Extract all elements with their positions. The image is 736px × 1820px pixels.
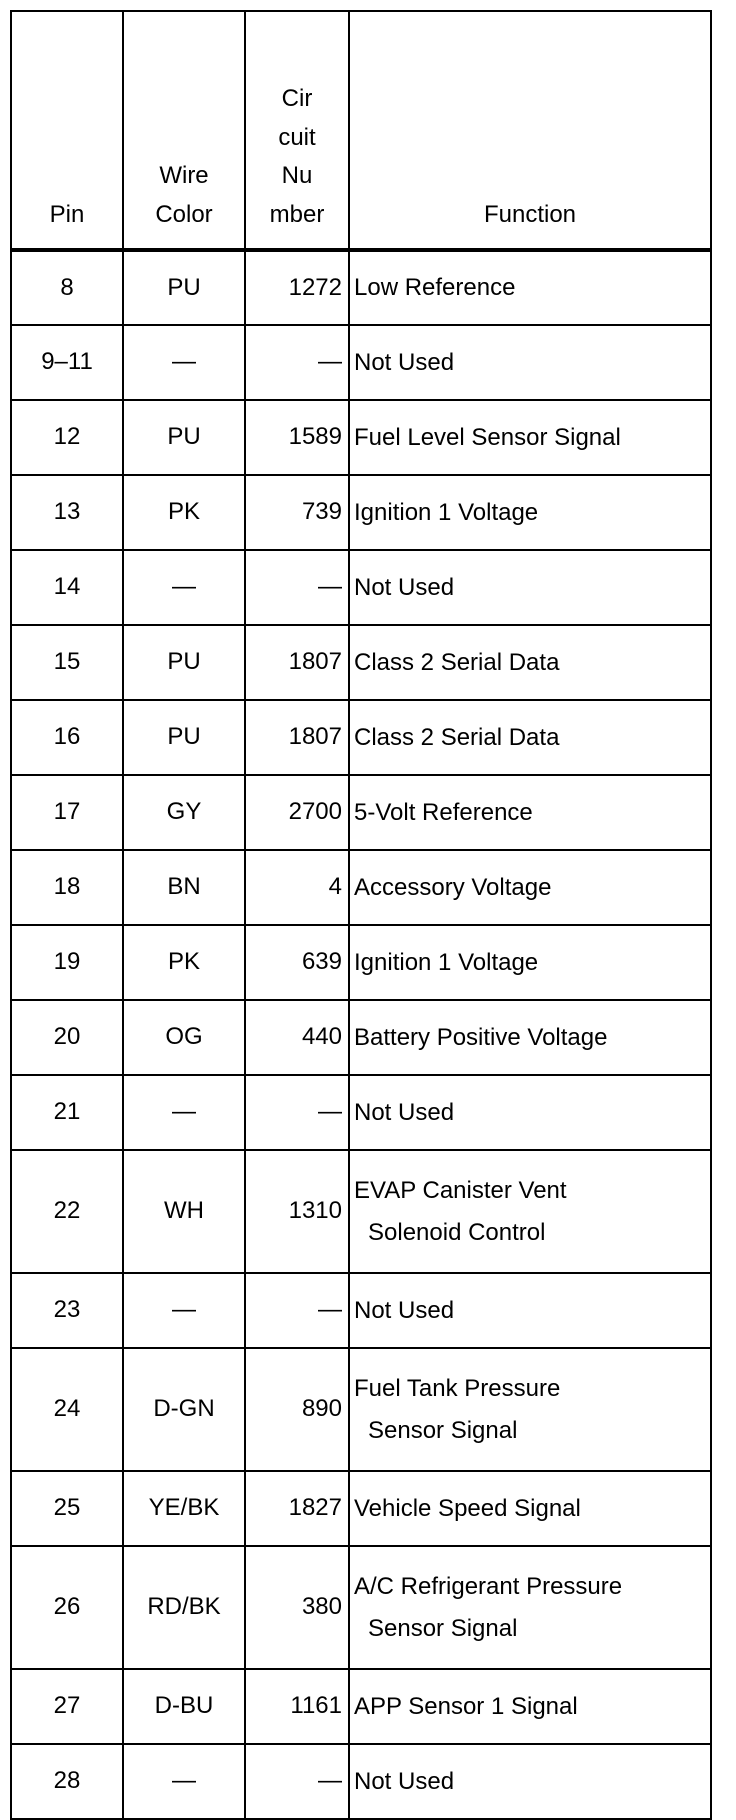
pin-cell: 24 <box>11 1348 123 1471</box>
table-row <box>11 1075 711 1150</box>
circuit-number-cell: — <box>245 325 349 400</box>
function-line: EVAP Canister Vent <box>354 1176 567 1204</box>
function-line: Fuel Tank Pressure <box>354 1374 561 1402</box>
function-cell <box>349 325 711 400</box>
circuit-number-cell: 1589 <box>245 400 349 475</box>
table-row <box>11 250 711 325</box>
function-line: Accessory Voltage <box>354 873 552 901</box>
pin-cell: 20 <box>11 1000 123 1075</box>
function-line: Battery Positive Voltage <box>354 1023 608 1051</box>
function-line: Vehicle Speed Signal <box>354 1494 581 1522</box>
function-line: Solenoid Control <box>368 1218 546 1246</box>
table-row <box>11 925 711 1000</box>
pin-cell: 25 <box>11 1471 123 1546</box>
function-line: Sensor Signal <box>368 1416 518 1444</box>
function-line: Not Used <box>354 1767 455 1795</box>
header-circuit-line: Cir <box>281 85 313 113</box>
circuit-number-cell: 1807 <box>245 625 349 700</box>
header-row <box>11 11 711 250</box>
circuit-number-cell: 1310 <box>245 1150 349 1273</box>
circuit-number-cell: 639 <box>245 925 349 1000</box>
wire-color-cell: YE/BK <box>123 1471 245 1546</box>
header-pin-line: Pin <box>49 200 85 228</box>
table-row <box>11 1000 711 1075</box>
circuit-number-cell: 1272 <box>245 250 349 325</box>
table-row <box>11 475 711 550</box>
function-line: 5-Volt Reference <box>354 798 533 826</box>
function-cell <box>349 1000 711 1075</box>
function-cell <box>349 1546 711 1669</box>
function-cell <box>349 1075 711 1150</box>
wire-color-cell: PU <box>123 700 245 775</box>
function-line: APP Sensor 1 Signal <box>354 1692 578 1720</box>
wire-color-cell: — <box>123 550 245 625</box>
pin-cell: 8 <box>11 250 123 325</box>
circuit-number-cell: — <box>245 550 349 625</box>
table-row <box>11 625 711 700</box>
function-cell <box>349 1471 711 1546</box>
wire-color-cell: PU <box>123 400 245 475</box>
table-row <box>11 1546 711 1669</box>
table-body <box>11 250 711 1819</box>
table-row <box>11 1744 711 1819</box>
pin-cell: 27 <box>11 1669 123 1744</box>
header-circuit-line: Nu <box>281 162 313 190</box>
wire-color-cell: OG <box>123 1000 245 1075</box>
wire-color-cell: — <box>123 325 245 400</box>
pin-cell: 14 <box>11 550 123 625</box>
function-cell <box>349 1744 711 1819</box>
function-cell <box>349 1348 711 1471</box>
function-line: Not Used <box>354 573 455 601</box>
function-cell <box>349 925 711 1000</box>
wire-color-cell: GY <box>123 775 245 850</box>
table-row <box>11 400 711 475</box>
header-wire-color <box>123 11 245 250</box>
function-line: Ignition 1 Voltage <box>354 498 539 526</box>
pin-cell: 13 <box>11 475 123 550</box>
table-row <box>11 1471 711 1546</box>
wire-color-cell: WH <box>123 1150 245 1273</box>
wire-color-cell: — <box>123 1075 245 1150</box>
table-header <box>11 11 711 250</box>
function-cell <box>349 1150 711 1273</box>
circuit-number-cell: — <box>245 1744 349 1819</box>
wire-color-cell: — <box>123 1273 245 1348</box>
table-row <box>11 1273 711 1348</box>
wire-color-cell: PU <box>123 625 245 700</box>
circuit-number-cell: 890 <box>245 1348 349 1471</box>
header-wire-line: Wire <box>159 162 209 190</box>
function-line: A/C Refrigerant Pressure <box>354 1572 623 1600</box>
header-function <box>349 11 711 250</box>
wire-color-cell: BN <box>123 850 245 925</box>
circuit-number-cell: — <box>245 1273 349 1348</box>
function-cell <box>349 400 711 475</box>
circuit-number-cell: 2700 <box>245 775 349 850</box>
pin-cell: 12 <box>11 400 123 475</box>
pin-cell: 23 <box>11 1273 123 1348</box>
wire-color-cell: RD/BK <box>123 1546 245 1669</box>
table-row <box>11 1150 711 1273</box>
function-line: Ignition 1 Voltage <box>354 948 539 976</box>
pin-cell: 28 <box>11 1744 123 1819</box>
pin-cell: 19 <box>11 925 123 1000</box>
pin-cell: 15 <box>11 625 123 700</box>
circuit-number-cell: 380 <box>245 1546 349 1669</box>
header-circuit-line: mber <box>269 200 325 228</box>
wire-color-cell: PU <box>123 250 245 325</box>
pin-cell: 9–11 <box>11 325 123 400</box>
pin-cell: 17 <box>11 775 123 850</box>
table-row <box>11 550 711 625</box>
connector-pinout-table <box>10 10 712 1820</box>
function-line: Class 2 Serial Data <box>354 723 560 751</box>
table-row <box>11 775 711 850</box>
wire-color-cell: PK <box>123 475 245 550</box>
wire-color-cell: PK <box>123 925 245 1000</box>
circuit-number-cell: 739 <box>245 475 349 550</box>
function-line: Not Used <box>354 1296 455 1324</box>
header-circuit-number <box>245 11 349 250</box>
function-cell <box>349 475 711 550</box>
function-line: Sensor Signal <box>368 1614 518 1642</box>
function-cell <box>349 1273 711 1348</box>
function-line: Not Used <box>354 348 455 376</box>
function-cell <box>349 700 711 775</box>
header-function-line: Function <box>483 200 577 228</box>
function-cell <box>349 775 711 850</box>
function-line: Low Reference <box>354 274 516 301</box>
circuit-number-cell: 440 <box>245 1000 349 1075</box>
pin-cell: 16 <box>11 700 123 775</box>
function-line: Class 2 Serial Data <box>354 648 560 676</box>
pin-cell: 26 <box>11 1546 123 1669</box>
circuit-number-cell: 1827 <box>245 1471 349 1546</box>
circuit-number-cell: 4 <box>245 850 349 925</box>
function-cell <box>349 250 711 325</box>
circuit-number-cell: — <box>245 1075 349 1150</box>
function-line: Fuel Level Sensor Signal <box>354 423 621 451</box>
header-pin <box>11 11 123 250</box>
header-circuit-line: cuit <box>278 123 316 151</box>
function-cell <box>349 625 711 700</box>
wire-color-cell: D-BU <box>123 1669 245 1744</box>
pin-cell: 21 <box>11 1075 123 1150</box>
circuit-number-cell: 1807 <box>245 700 349 775</box>
function-cell <box>349 850 711 925</box>
pin-cell: 18 <box>11 850 123 925</box>
table-row <box>11 1669 711 1744</box>
header-wire-line: Color <box>155 200 213 228</box>
table-row <box>11 325 711 400</box>
table-row <box>11 700 711 775</box>
function-line: Not Used <box>354 1098 455 1126</box>
function-cell <box>349 1669 711 1744</box>
circuit-number-cell: 1161 <box>245 1669 349 1744</box>
wire-color-cell: D-GN <box>123 1348 245 1471</box>
table-row <box>11 850 711 925</box>
pin-cell: 22 <box>11 1150 123 1273</box>
wire-color-cell: — <box>123 1744 245 1819</box>
table-row <box>11 1348 711 1471</box>
function-cell <box>349 550 711 625</box>
